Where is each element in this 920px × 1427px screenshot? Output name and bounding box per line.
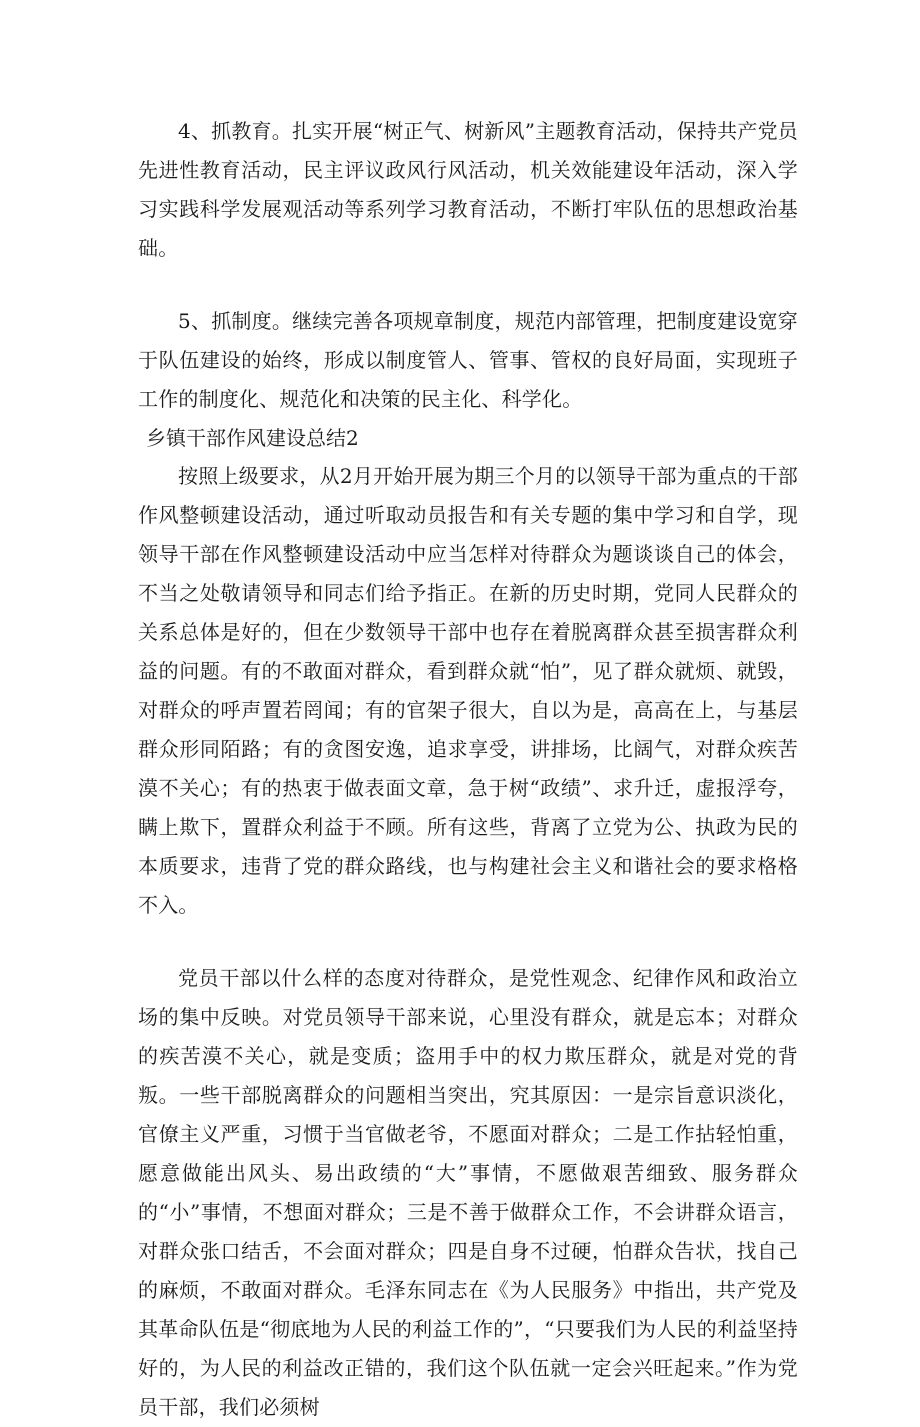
- section-heading: 乡镇干部作风建设总结2: [146, 426, 359, 450]
- paragraph-spacer: [138, 925, 798, 959]
- paragraph-system: 5、抓制度。继续完善各项规章制度，规范内部管理，把制度建设宽穿于队伍建设的始终，形成以制度管人、管事、管权的良好局面，实现班子工作的制度化、规范化和决策的民主化、科学化。: [138, 309, 798, 411]
- paragraph-education: 4、抓教育。扎实开展“树正气、树新风”主题教育活动，保持共产党员先进性教育活动，民主评议政风行风活动，机关效能建设年活动，深入学习实践科学发展观活动等系列学习教育活动，不断打牢队伍的思想政治基础。: [138, 119, 798, 260]
- paragraph-attitude: 党员干部以什么样的态度对待群众，是党性观念、纪律作风和政治立场的集中反映。对党员领导干部来说，心里没有群众，就是忘本；对群众的疾苦漠不关心，就是变质；盗用手中的权力欺压群众，就是对党的背叛。一些干部脱离群众的问题相当突出，究其原因：一是宗旨意识淡化，官僚主义严重，习惯于当官做老爷，不愿面对群众；二是工作拈轻怕重，愿意做能出风头、易出政绩的“大”事情，不愿做艰苦细致、服务群众的“小”事情，不想面对群众；三是不善于做群众工作，不会讲群众语言，对群众张口结舌，不会面对群众；四是自身不过硬，怕群众告状，找自己的麻烦，不敢面对群众。毛泽东同志在《为人民服务》中指出，共产党及其革命队伍是“彻底地为人民的利益工作的”，“只要我们为人民的利益坚持好的，为人民的利益改正错的，我们这个队伍就一定会兴旺起来。”作为党员干部，我们必须树: [138, 966, 798, 1419]
- document-page: [138, 112, 798, 1427]
- paragraph-intro: 按照上级要求，从2月开始开展为期三个月的以领导干部为重点的干部作风整顿建设活动，通过听取动员报告和有关专题的集中学习和自学，现领导干部在作风整顿建设活动中应当怎样对待群众为题谈谈自己的体会，不当之处敬请领导和同志们给予指正。在新的历史时期，党同人民群众的关系总体是好的，但在少数领导干部中也存在着脱离群众甚至损害群众利益的问题。有的不敢面对群众，看到群众就“怕”，见了群众就烦、就毁，对群众的呼声置若罔闻；有的官架子很大，自以为是，高高在上，与基层群众形同陌路；有的贪图安逸，追求享受，讲排场，比阔气，对群众疾苦漠不关心；有的热衷于做表面文章，急于树“政绩”、求升迁，虚报浮夸，瞒上欺下，置群众利益于不顾。所有这些，背离了立党为公、执政为民的本质要求，违背了党的群众路线，也与构建社会主义和谐社会的要求格格不入。: [138, 464, 798, 917]
- paragraph-spacer: [138, 268, 798, 302]
